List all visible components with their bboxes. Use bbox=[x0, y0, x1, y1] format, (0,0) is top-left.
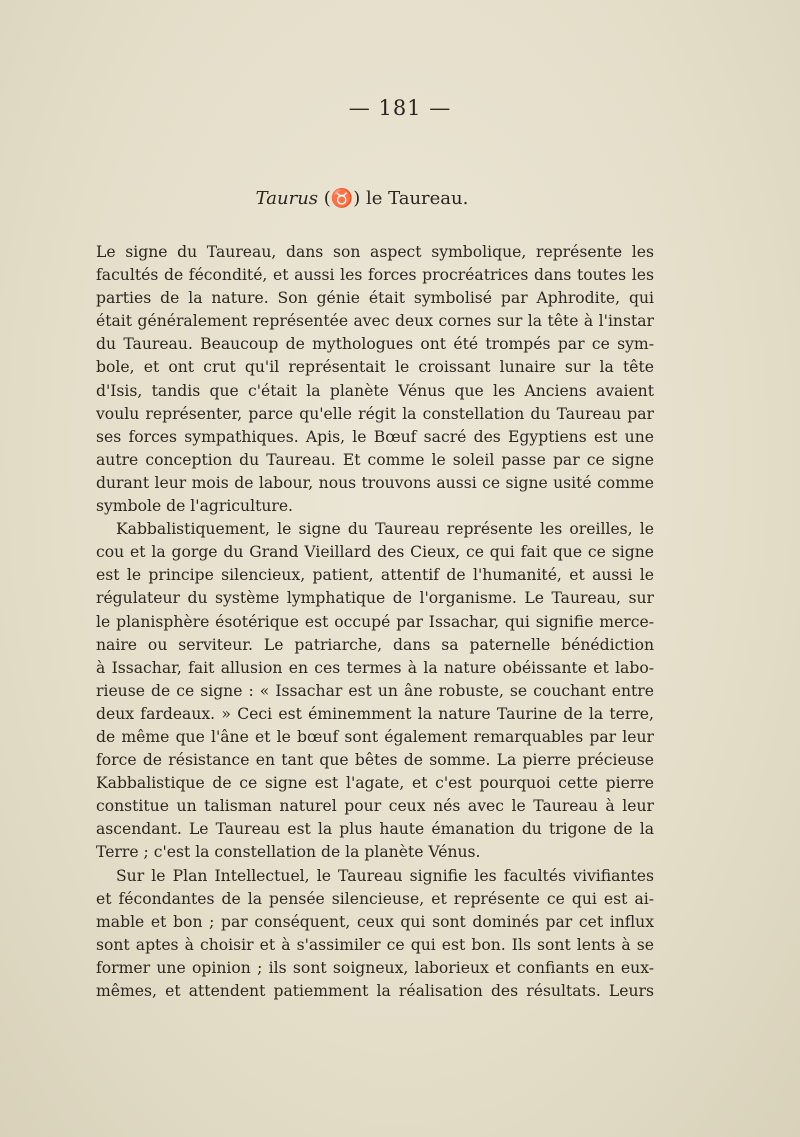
text-line: constitue un talisman naturel pour ceux nés avec le Taureau à leur bbox=[96, 797, 654, 816]
text-line: régulateur du système lymphatique de l'organisme. Le Taureau, sur bbox=[96, 589, 654, 608]
text-line: le planisphère ésotérique est occupé par Issachar, qui signifie merce- bbox=[96, 612, 654, 631]
text-line: parties de la nature. Son génie était symbolisé par Aphrodite, qui bbox=[96, 289, 654, 308]
text-line: Sur le Plan Intellectuel, le Taureau signifie les facultés vivifiantes bbox=[116, 866, 654, 885]
text-line: bole, et ont crut qu'il représentait le croissant lunaire sur la tête bbox=[96, 358, 654, 377]
text-line: du Taureau. Beaucoup de mythologues ont été trompés par ce sym- bbox=[96, 335, 654, 354]
text-line: cou et la gorge du Grand Vieillard des Cieux, ce qui fait que ce signe bbox=[96, 543, 654, 562]
text-line: Kabbalistique de ce signe est l'agate, et c'est pourquoi cette pierre bbox=[96, 774, 654, 793]
text-line: sont aptes à choisir et à s'assimiler ce qui est bon. Ils sont lents à se bbox=[96, 935, 654, 954]
text-line: facultés de fécondité, et aussi les forces procréatrices dans toutes les bbox=[96, 266, 654, 285]
text-line: à Issachar, fait allusion en ces termes à la nature obéissante et labo- bbox=[96, 658, 654, 677]
text-line: autre conception du Taureau. Et comme le soleil passe par ce signe bbox=[96, 450, 654, 469]
body-text bbox=[96, 241, 654, 1003]
text-line: symbole de l'agriculture. bbox=[96, 497, 294, 516]
text-line: de même que l'âne et le bœuf sont également remarquables par leur bbox=[96, 727, 654, 746]
text-line: Terre ; c'est la constellation de la planète Vénus. bbox=[96, 843, 481, 862]
text-line: mable et bon ; par conséquent, ceux qui sont dominés par cet influx bbox=[96, 912, 654, 931]
text-line: force de résistance en tant que bêtes de somme. La pierre précieuse bbox=[96, 751, 654, 770]
text-line: deux fardeaux. » Ceci est éminemment la nature Taurine de la terre, bbox=[96, 704, 654, 723]
text-line: était généralement représentée avec deux cornes sur la tête à l'instar bbox=[96, 312, 654, 331]
text-line: ses forces sympathiques. Apis, le Bœuf sacré des Egyptiens est une bbox=[96, 427, 654, 446]
taurus-symbol: (♉) bbox=[323, 188, 361, 209]
text-line: mêmes, et attendent patiemment la réalisation des résultats. Leurs bbox=[96, 982, 654, 1000]
page-number: — 181 — bbox=[348, 96, 452, 120]
text-line: d'Isis, tandis que c'était la planète Vénus que les Anciens avaient bbox=[96, 381, 654, 400]
text-line: ascendant. Le Taureau est la plus haute émanation du trigone de la bbox=[96, 820, 654, 839]
text-line: et fécondantes de la pensée silencieuse, et représente ce qui est ai- bbox=[96, 889, 654, 908]
text-line: naire ou serviteur. Le patriarche, dans sa paternelle bénédiction bbox=[96, 635, 654, 654]
section-title-french: le Taureau. bbox=[365, 188, 469, 209]
text-line: Le signe du Taureau, dans son aspect symbolique, représente les bbox=[96, 243, 654, 261]
text-line: est le principe silencieux, patient, attentif de l'humanité, et aussi le bbox=[96, 566, 654, 585]
section-title bbox=[0, 188, 724, 209]
text-line: durant leur mois de labour, nous trouvons aussi ce signe usité comme bbox=[96, 473, 654, 492]
text-line: former une opinion ; ils sont soigneux, laborieux et confiants en eux- bbox=[96, 958, 654, 977]
text-line: voulu représenter, parce qu'elle régit la constellation du Taureau par bbox=[96, 404, 654, 423]
text-line: Kabbalistiquement, le signe du Taureau représente les oreilles, le bbox=[116, 520, 654, 539]
text-line: rieuse de ce signe : « Issachar est un âne robuste, se couchant entre bbox=[96, 681, 654, 700]
section-title-latin: Taurus bbox=[255, 188, 319, 209]
